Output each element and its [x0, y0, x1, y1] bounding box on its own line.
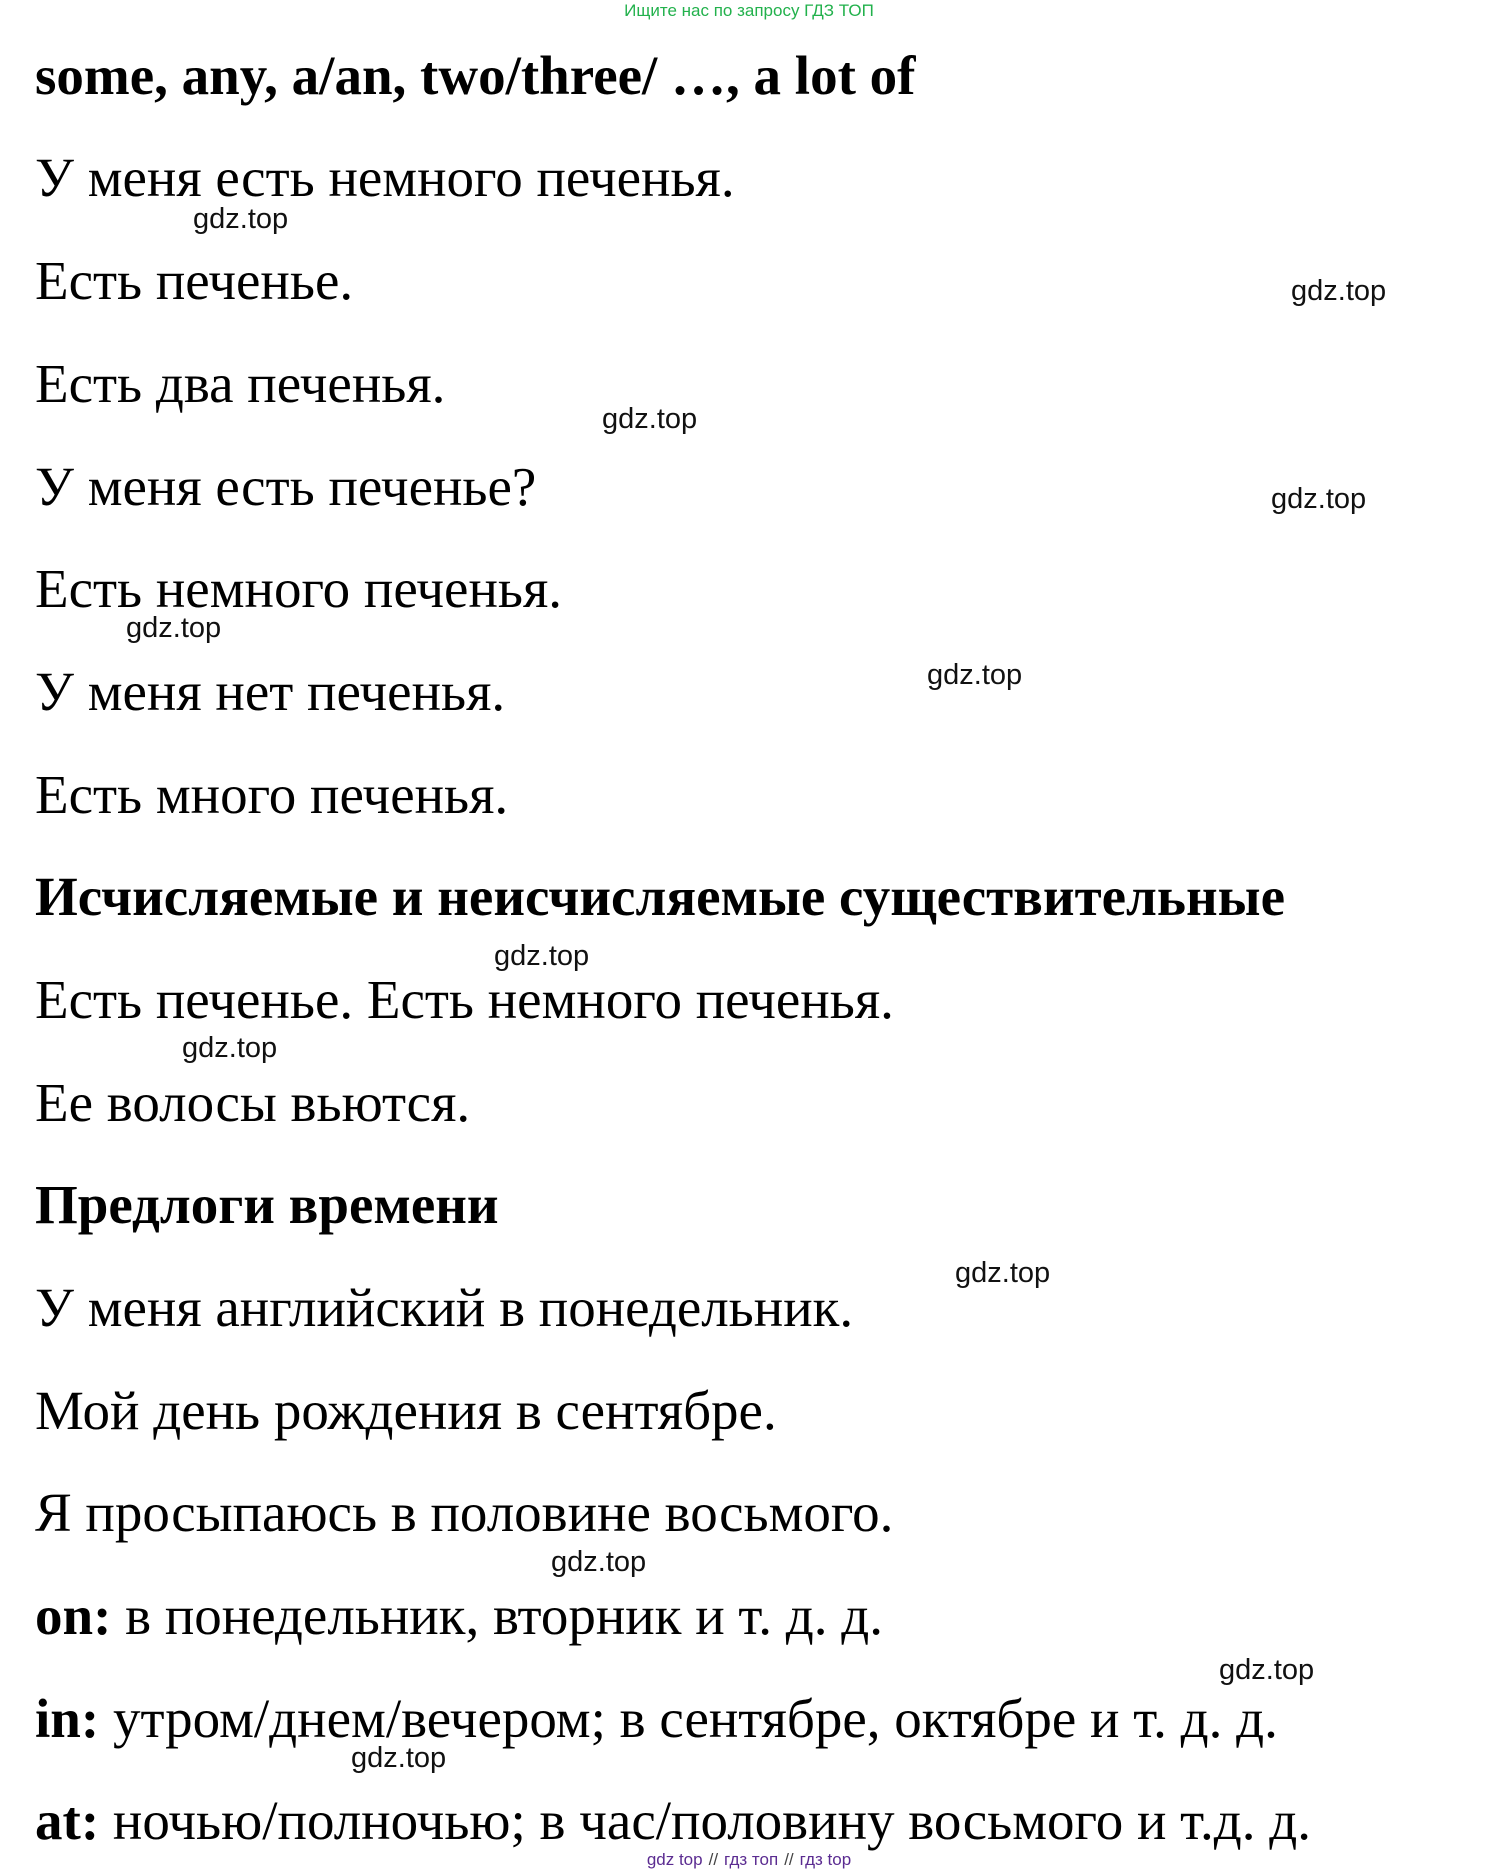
heading-time-prepositions: Предлоги времени	[35, 1174, 499, 1235]
watermark: gdz.top	[1271, 483, 1367, 515]
rule-on	[35, 1585, 883, 1646]
sentence-2: Есть печенье.	[35, 250, 354, 311]
sentence-11: Мой день рождения в сентябре.	[35, 1380, 777, 1441]
watermark: gdz.top	[602, 403, 698, 435]
watermark: gdz.top	[494, 940, 590, 972]
footer-separator: //	[708, 1850, 719, 1869]
sentence-5: Есть немного печенья.	[35, 558, 563, 619]
footer-separator: //	[784, 1850, 794, 1869]
footer-link-gdz-top-ru[interactable]: гдз топ	[724, 1850, 779, 1869]
rule-at-label: at:	[35, 1790, 100, 1851]
rule-in-text: утром/днем/вечером; в сентябре, октябре и т. д. д.	[99, 1688, 1278, 1749]
watermark: gdz.top	[955, 1257, 1051, 1289]
rule-in	[35, 1688, 1278, 1749]
watermark: gdz.top	[193, 203, 289, 235]
sentence-4: У меня есть печенье?	[35, 456, 537, 517]
sentence-12: Я просыпаюсь в половине восьмого.	[35, 1482, 894, 1543]
footer-links	[0, 1851, 1498, 1868]
watermark: gdz.top	[182, 1032, 278, 1064]
sentence-10: У меня английский в понедельник.	[35, 1277, 854, 1338]
watermark: gdz.top	[1219, 1654, 1315, 1686]
sentence-8: Есть печенье. Есть немного печенья.	[35, 969, 894, 1030]
heading-quantifiers: some, any, a/an, two/three/ …, a lot of	[35, 45, 916, 106]
sentence-9: Ее волосы вьются.	[35, 1072, 471, 1133]
watermark: gdz.top	[927, 659, 1023, 691]
rule-in-label: in:	[35, 1688, 100, 1749]
footer-link-gdz-top[interactable]: gdz top	[646, 1850, 703, 1869]
watermark: gdz.top	[126, 612, 222, 644]
top-banner-link[interactable]: Ищите нас по запросу ГДЗ ТОП	[624, 1, 874, 20]
rule-on-label: on:	[35, 1585, 112, 1646]
rule-at	[35, 1790, 1312, 1851]
sentence-1: У меня есть немного печенья.	[35, 147, 735, 208]
watermark: gdz.top	[551, 1546, 647, 1578]
footer-link-gdz-top-mixed[interactable]: гдз top	[799, 1850, 852, 1869]
heading-countable-nouns: Исчисляемые и неисчисляемые существительные	[35, 866, 1285, 927]
sentence-7: Есть много печенья.	[35, 764, 509, 825]
watermark: gdz.top	[351, 1742, 447, 1774]
watermark: gdz.top	[1291, 275, 1387, 307]
sentence-6: У меня нет печенья.	[35, 661, 506, 722]
rule-on-text: в понедельник, вторник и т. д. д.	[111, 1585, 883, 1646]
sentence-3: Есть два печенья.	[35, 353, 446, 414]
rule-at-text: ночью/полночью; в час/половину восьмого и т.д. д.	[99, 1790, 1312, 1851]
